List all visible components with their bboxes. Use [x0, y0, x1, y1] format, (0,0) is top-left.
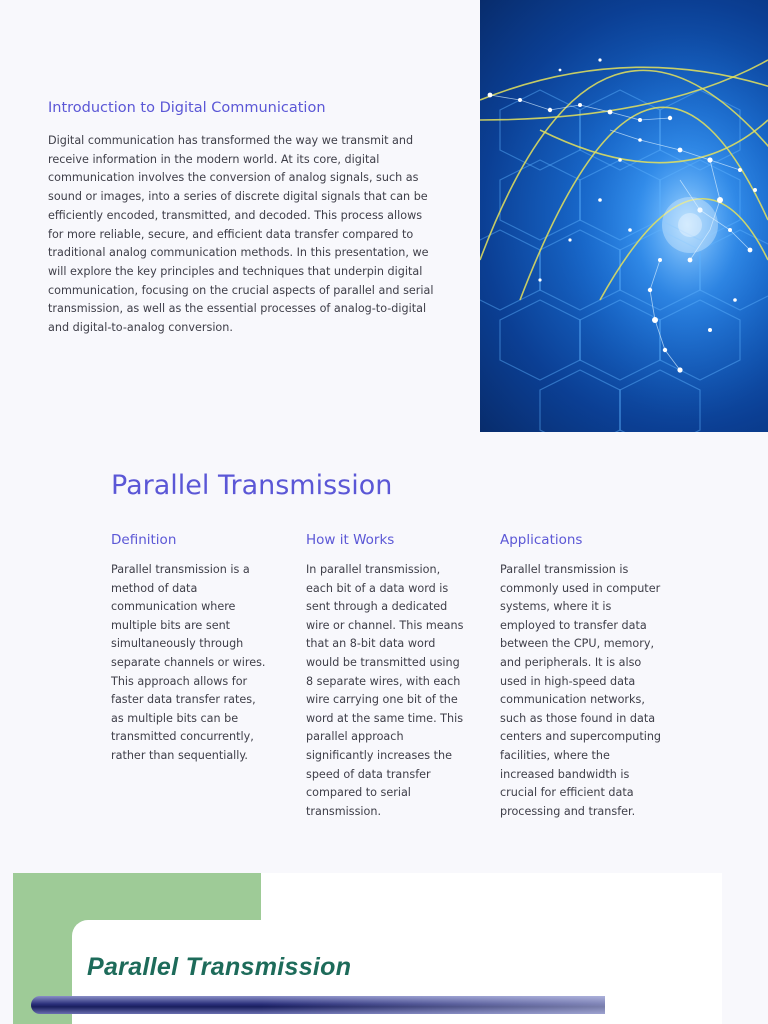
how-it-works-column — [306, 532, 466, 821]
intro-heading: Introduction to Digital Communication — [48, 100, 326, 116]
column-heading: Applications — [500, 532, 583, 548]
slide-image — [13, 873, 722, 1024]
slide-underline-bar-fade — [31, 996, 605, 1014]
intro-section — [48, 100, 436, 338]
column-body: In parallel transmission, each bit of a data word is sent through a dedicated wire or channel. This means that an 8-bit data word would be transmitted using 8 separate wires, with each wire carrying one bit of the word at the same time. This parallel approach significantly increases the speed of data transfer compared to serial transmission. — [306, 563, 464, 818]
column-body: Parallel transmission is a method of data communication where multiple bits are sent simultaneously through separate channels or wires. This approach allows for faster data transfer rates, as multiple bits can be transmitted concurrently, rather than sequentially. — [111, 563, 266, 762]
column-body: Parallel transmission is commonly used in computer systems, where it is employed to transfer data between the CPU, memory, and peripherals. It is also used in high-speed data communication networks, such as those found in data centers and supercomputing facilities, where the increased bandwidth is crucial for efficient data processing and transfer. — [500, 563, 662, 818]
column-heading: How it Works — [306, 532, 395, 548]
network-globe-image — [480, 0, 768, 432]
slide-title: Parallel Transmission — [87, 953, 352, 981]
section-title: Parallel Transmission — [111, 470, 393, 501]
definition-column — [111, 532, 271, 766]
column-heading: Definition — [111, 532, 177, 548]
intro-body: Digital communication has transformed the way we transmit and receive information in the modern world. At its core, digital communication involves the conversion of analog signals, such as sound or images, into a series of discrete digital signals that can be efficiently encoded, transmitted, and decoded. This process allows for more reliable, secure, and efficient data transfer compared to traditional analog communication methods. In this presentation, we will explore the key principles and techniques that underpin digital communication, focusing on the crucial aspects of parallel and serial transmission, as well as the essential processes of analog-to-digital and digital-to-analog conversion. — [48, 134, 434, 335]
applications-column — [500, 532, 662, 821]
